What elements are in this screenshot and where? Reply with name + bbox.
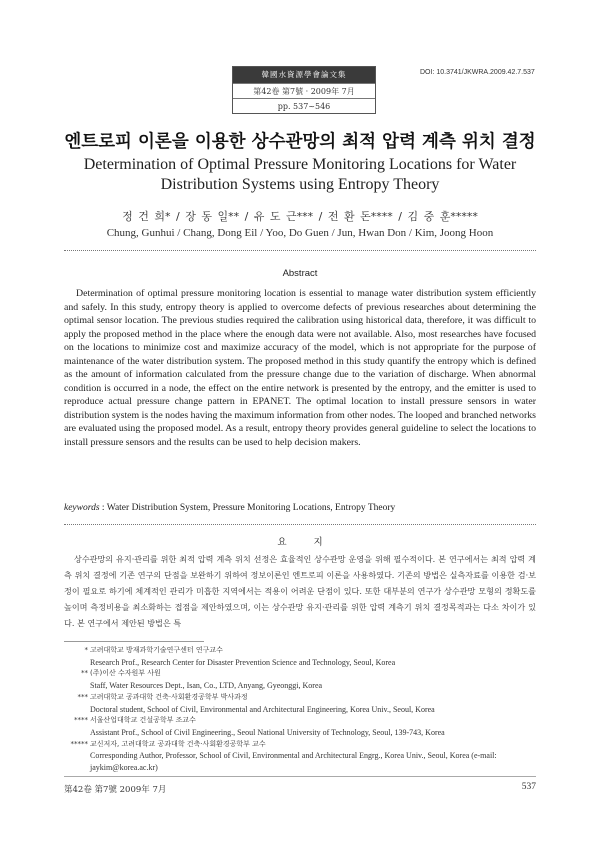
author-affiliations [64, 645, 536, 774]
abstract-english: Determination of optimal pressure monitoring location is essential to manage water distribution system efficiently and safely. In this study, entropy theory is applied to overcome defects of previous researches about determining the optimal sensor location. The previous studies required the calibration using historical data, therefore, it was difficult to apply the proposed method in the place where the enough data were not available. Also, most researches have focused on the locations to minimize cost and maximize accuracy of the model, which is not appropriate for the purpose of maintenance of the water distribution system. The proposed method in this study quantify the entropy which is defined as the amount of information calculated from the pressure change due to the variation of discharge. When abnormal condition is occurred in a node, the effect on the entire network is presented by the entropy, and the emitter is used to reproduce actual pressure change pattern in EPANET. The optimal location to install pressure sensors in water distribution system is the nodes having the maximum information from other nodes. The looped and branched networks are evaluated using the proposed model. As a result, entropy theory provides general guideline to select the locations to install pressure sensors and the results can be used to help decision makers. [64, 288, 536, 448]
journal-pages: pp. 537~546 [233, 98, 375, 113]
footer-issue: 第42卷 第7號 2009年 7月 [64, 785, 167, 795]
affiliation-note [64, 668, 536, 691]
keywords-separator: : [99, 503, 107, 513]
affiliation-note [64, 645, 536, 668]
affiliation-mark: **** [74, 716, 88, 725]
affiliation-mark: *** [77, 692, 88, 701]
affiliation-korean: 서울산업대학교 건설공학부 조교수 [90, 716, 196, 725]
korean-abstract-heading: 요 지 [277, 537, 335, 548]
affiliation-note [64, 692, 536, 715]
journal-name: 韓國水資源學會論文集 [233, 67, 375, 83]
affiliation-mark: * [84, 646, 88, 654]
affiliation-note [64, 715, 536, 738]
divider [64, 524, 536, 525]
journal-info-box [232, 66, 376, 114]
doi: DOI: 10.3741/JKWRA.2009.42.7.537 [420, 69, 535, 76]
affiliation-korean: (주)이산 수자원부 사원 [90, 669, 161, 678]
affiliation-english: Staff, Water Resources Dept., Isan, Co., LTD, Anyang, Gyeonggi, Korea [90, 681, 323, 691]
affiliation-note [64, 739, 536, 774]
keywords [64, 503, 536, 513]
keywords-text: Water Distribution System, Pressure Monitoring Locations, Entropy Theory [106, 503, 396, 513]
affiliation-korean: 고려대학교 공과대학 건축·사회환경공학부 박사과정 [90, 692, 248, 701]
affiliation-mark: ***** [70, 739, 88, 748]
journal-volume: 第42卷 第7號 · 2009年 7月 [233, 83, 375, 98]
abstract-heading: Abstract [282, 268, 318, 279]
abstract-korean: 상수관망의 유지·관리를 위한 최적 압력 계측 위치 선정은 효율적인 상수관망 운영을 위해 필수적이다. 본 연구에서는 최적 압력 계측 위치 결정에 기존 연구의 단점을 보완하기 위하여 정보이론인 엔트로피 이론을 사용하였다. 기존의 방법은 실측자료를 이용한 검·보정이 필요로 하기에 체계적인 관리가 미흡한 지역에서는 적용이 어려운 단점이 있다. 또한 대부분의 연구가 상수관망 모형의 정확도를 높이며 측정비용을 최소화하는 접점을 제안하였으며, 이는 상수관망 유지·관리를 위한 압력 계측기 위치 결정목적과는 다소 차이가 있다. 본 연구에서 제안된 방법은 특 [64, 554, 536, 628]
keywords-label: keywords [64, 503, 100, 513]
authors-english: Chung, Gunhui / Chang, Dong Eil / Yoo, Do Guen / Jun, Hwan Don / Kim, Joong Hoon [106, 227, 494, 239]
footnote-divider [64, 641, 204, 642]
affiliation-korean: 고려대학교 방재과학기술연구센터 연구교수 [90, 646, 223, 654]
affiliation-mark: ** [81, 669, 88, 678]
title-english: Determination of Optimal Pressure Monitoring Locations for Water Distribution Systems using Entropy Theory [83, 156, 517, 193]
affiliation-english: Doctoral student, School of Civil, Environmental and Architectural Engineering, Korea Univ., Seoul, Korea [90, 704, 435, 714]
footer-divider [64, 776, 536, 777]
affiliation-english: Corresponding Author, Professor, School of Civil, Environmental and Architectural Engrg., Korea Univ., Seoul, Korea (e-mail: jaykim@korea.ac.kr) [90, 751, 497, 773]
authors-korean: 정 건 희* / 장 동 일** / 유 도 근*** / 전 환 돈**** / 김 중 훈***** [122, 210, 478, 223]
affiliation-english: Research Prof., Research Center for Disaster Prevention Science and Technology, Seoul, Korea [90, 657, 396, 667]
divider [64, 250, 536, 251]
affiliation-english: Assistant Prof., School of Civil Engineering., Seoul National University of Technology, Seoul, 139-743, Korea [90, 727, 445, 737]
affiliation-korean: 교신저자, 고려대학교 공과대학 건축·사회환경공학부 교수 [90, 739, 266, 748]
page-number: 537 [521, 782, 536, 792]
title-korean: 엔트로피 이론을 이용한 상수관망의 최적 압력 계측 위치 결정 [64, 132, 536, 152]
